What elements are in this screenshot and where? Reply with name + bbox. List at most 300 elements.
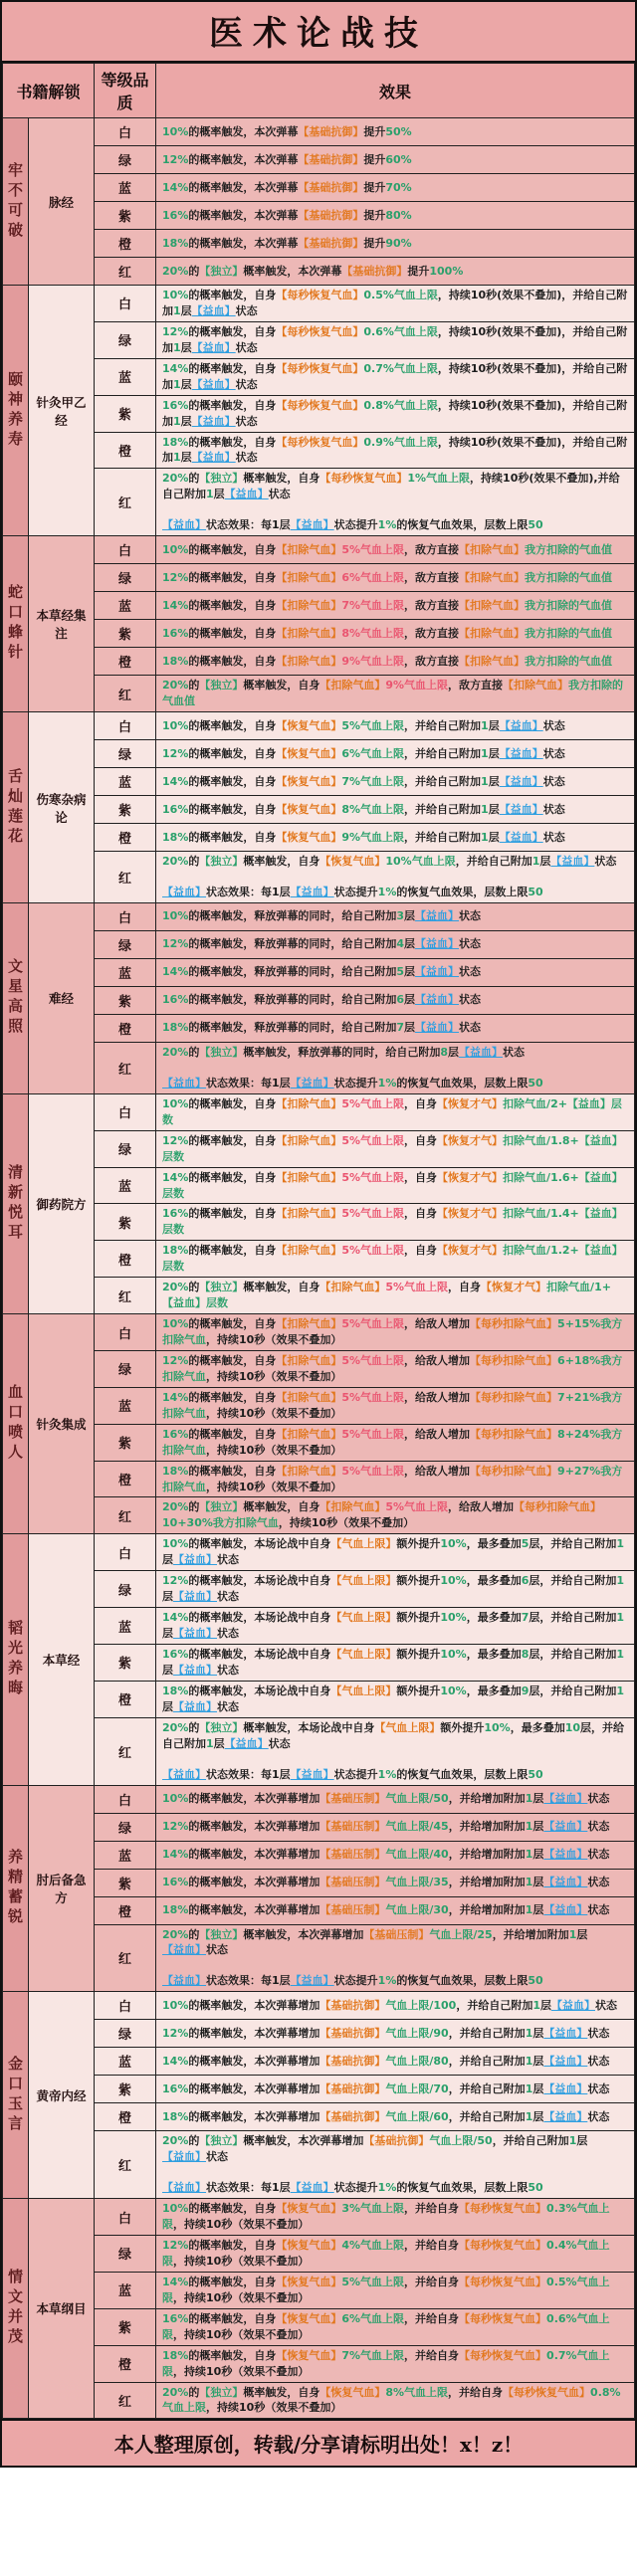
skill-row: [3, 2076, 635, 2103]
effect-text: 12%的概率触发，自身【每秒恢复气血】0.6%气血上限，持续10秒(效果不叠加)，并给自己附加1层【益血】状态: [162, 324, 628, 354]
header-row: [3, 64, 635, 118]
effect-cell: [156, 1350, 635, 1387]
header-book-unlock: 书籍解锁: [3, 64, 95, 118]
effect-text: 18%的概率触发，本次弹幕增加【基础压制】气血上限/30，并给增加附加1层【益血】状态: [162, 1903, 610, 1917]
effect-text: 12%的概率触发，本次弹幕【基础抗御】提升60%: [162, 152, 412, 166]
effect-cell: [156, 1497, 635, 1534]
skill-row: [3, 2199, 635, 2236]
effect-text: 14%的概率触发，本次弹幕增加【基础压制】气血上限/40，并给增加附加1层【益血】状态: [162, 1848, 610, 1862]
effect-cell: [156, 1813, 635, 1841]
effect-text: 12%的概率触发，本场论战中自身【气血上限】额外提升10%，最多叠加6层，并给自己附加1层【益血】状态: [162, 1574, 625, 1604]
skill-row: [3, 202, 635, 230]
quality-cell: 绿: [95, 2020, 156, 2048]
skill-row: [3, 986, 635, 1014]
effect-text: 12%的概率触发，自身【扣除气血】5%气血上限，自身【恢复才气】扣除气血/1.8+【益血】层数: [162, 1133, 623, 1163]
skill-name-cell: 情文并茂: [3, 2199, 29, 2419]
quality-cell: 红: [95, 1924, 156, 1992]
effect-text: 20%的【独立】概率触发，自身【扣除气血】5%气血上限，给敌人增加【每秒扣除气血】10+30%我方扣除气血，持续10秒（效果不叠加）: [162, 1500, 602, 1530]
skill-row: [3, 286, 635, 322]
skill-name-cell: 清新悦耳: [3, 1093, 29, 1313]
page-title: 医术论战技: [2, 2, 635, 63]
effect-text: 16%的概率触发，自身【恢复气血】8%气血上限，并给自己附加1层【益血】状态: [162, 802, 565, 816]
skill-row: [3, 1785, 635, 1813]
effect-cell: [156, 286, 635, 322]
skill-row: [3, 1924, 635, 1992]
effect-cell: [156, 2345, 635, 2382]
skill-row: [3, 1167, 635, 1204]
effect-text: 16%的概率触发，本次弹幕增加【基础压制】气血上限/35，并给增加附加1层【益血】状态: [162, 1876, 610, 1889]
quality-cell: 紫: [95, 2076, 156, 2103]
skill-row: [3, 1644, 635, 1681]
effect-text: 18%的概率触发，自身【扣除气血】5%气血上限，自身【恢复才气】扣除气血/1.2+【益血】层数: [162, 1244, 623, 1274]
effect-cell: [156, 824, 635, 852]
effect-text: 20%的【独立】概率触发，自身【扣除气血】9%气血上限，敌方直接【扣除气血】我方扣除的气血值: [162, 679, 624, 708]
quality-cell: 绿: [95, 740, 156, 768]
skill-name-cell: 牢不可破: [3, 118, 29, 286]
quality-cell: 红: [95, 1497, 156, 1534]
skill-row: [3, 146, 635, 174]
effect-text: 20%的【独立】概率触发，自身【扣除气血】5%气血上限，自身【恢复才气】扣除气血/1+【益血】层数: [162, 1281, 611, 1310]
skill-row: [3, 469, 635, 536]
effect-cell: [156, 676, 635, 712]
skill-row: [3, 592, 635, 620]
effect-cell: [156, 1785, 635, 1813]
quality-cell: 蓝: [95, 1608, 156, 1645]
effect-cell: [156, 2020, 635, 2048]
quality-cell: 绿: [95, 1813, 156, 1841]
effect-text: 16%的概率触发，自身【每秒恢复气血】0.8%气血上限，持续10秒(效果不叠加)，并给自己附加1层【益血】状态: [162, 398, 628, 428]
quality-cell: 红: [95, 1278, 156, 1314]
skill-row: [3, 564, 635, 592]
skill-row: [3, 2236, 635, 2273]
skill-row: [3, 796, 635, 824]
effect-cell: [156, 740, 635, 768]
effect-cell: [156, 1461, 635, 1497]
effect-cell: [156, 1681, 635, 1717]
skill-row: [3, 2048, 635, 2076]
effect-cell: [156, 1278, 635, 1314]
skill-row: [3, 174, 635, 202]
effect-cell: [156, 958, 635, 986]
skill-name-cell: 血口喷人: [3, 1314, 29, 1534]
book-cell: 针灸集成: [29, 1314, 95, 1534]
effect-text: 12%的概率触发，本次弹幕增加【基础压制】气血上限/45，并给增加附加1层【益血】状态: [162, 1820, 610, 1834]
effect-text: 18%的概率触发，自身【扣除气血】5%气血上限，给敌人增加【每秒扣除气血】9+27%我方扣除气血，持续10秒（效果不叠加）: [162, 1464, 623, 1493]
effect-cell: [156, 1042, 635, 1093]
quality-cell: 橙: [95, 648, 156, 676]
effect-text: 10%的概率触发，本次弹幕增加【基础压制】气血上限/50，并给增加附加1层【益血】状态: [162, 1792, 610, 1806]
skill-row: [3, 648, 635, 676]
effect-text: 10%的概率触发，自身【每秒恢复气血】0.5%气血上限，持续10秒(效果不叠加)，并给自己附加1层【益血】状态: [162, 289, 628, 317]
effect-text: 16%的概率触发，自身【扣除气血】8%气血上限，敌方直接【扣除气血】我方扣除的气血值: [162, 626, 613, 640]
effect-text: 20%的【独立】概率触发，释放弹幕的同时，给自己附加8层【益血】状态: [162, 1045, 526, 1059]
effect-text: 14%的概率触发，本次弹幕增加【基础抗御】气血上限/80，并给自己附加1层【益血】状态: [162, 2054, 610, 2068]
effect-cell: [156, 202, 635, 230]
quality-cell: 绿: [95, 2236, 156, 2273]
effect-cell: [156, 1644, 635, 1681]
quality-cell: 红: [95, 2382, 156, 2419]
effect-cell: [156, 2272, 635, 2308]
effect-text: 10%的概率触发，自身【扣除气血】5%气血上限，给敌人增加【每秒扣除气血】5+15%我方扣除气血，持续10秒（效果不叠加）: [162, 1317, 623, 1346]
quality-cell: 白: [95, 1785, 156, 1813]
skill-row: [3, 1350, 635, 1387]
skill-row: [3, 676, 635, 712]
effect-cell: [156, 564, 635, 592]
quality-cell: 紫: [95, 202, 156, 230]
quality-cell: 紫: [95, 1869, 156, 1896]
skill-row: [3, 740, 635, 768]
effect-text: 14%的概率触发，本次弹幕【基础抗御】提升70%: [162, 180, 412, 194]
skill-row: [3, 2308, 635, 2345]
quality-cell: 白: [95, 1093, 156, 1130]
skill-row: [3, 1314, 635, 1351]
quality-cell: 蓝: [95, 592, 156, 620]
skill-name-cell: 颐神养寿: [3, 286, 29, 536]
quality-cell: 白: [95, 712, 156, 740]
effect-cell: [156, 1534, 635, 1571]
book-cell: 针灸甲乙经: [29, 286, 95, 536]
quality-cell: 绿: [95, 321, 156, 358]
book-cell: 难经: [29, 902, 95, 1093]
skill-row: [3, 395, 635, 432]
skill-row: [3, 1278, 635, 1314]
effect-text: 18%的概率触发，本次弹幕增加【基础抗御】气血上限/60，并给自己附加1层【益血】状态: [162, 2109, 610, 2123]
skill-name-cell: 金口玉言: [3, 1992, 29, 2199]
skill-row: [3, 1461, 635, 1497]
skill-row: [3, 1241, 635, 1278]
effect-text: 10%的概率触发，自身【扣除气血】5%气血上限，自身【恢复才气】扣除气血/2+【益血】层数: [162, 1096, 622, 1126]
header-effect: 效果: [156, 64, 635, 118]
effect-cell: [156, 2382, 635, 2419]
effect-cell: [156, 2199, 635, 2236]
effect-cell: [156, 1204, 635, 1241]
skill-row: [3, 2345, 635, 2382]
effect-text: 18%的概率触发，本场论战中自身【气血上限】额外提升10%，最多叠加9层，并给自己附加1层【益血】状态: [162, 1684, 625, 1713]
skill-row: [3, 1841, 635, 1869]
skill-row: [3, 358, 635, 395]
skill-row: [3, 2020, 635, 2048]
quality-cell: 白: [95, 2199, 156, 2236]
quality-cell: 绿: [95, 1571, 156, 1608]
book-cell: 本草经: [29, 1534, 95, 1785]
quality-cell: 白: [95, 118, 156, 146]
skill-row: [3, 1130, 635, 1167]
quality-cell: 橙: [95, 2345, 156, 2382]
skill-row: [3, 258, 635, 286]
book-cell: 肘后备急方: [29, 1785, 95, 1992]
skill-row: [3, 1681, 635, 1717]
effect-cell: [156, 1841, 635, 1869]
quality-cell: 红: [95, 258, 156, 286]
quality-cell: 橙: [95, 1896, 156, 1924]
effect-text: 10%的概率触发，自身【恢复气血】3%气血上限，并给自身【每秒恢复气血】0.3%气血上限，持续10秒（效果不叠加）: [162, 2202, 610, 2232]
effect-cell: [156, 1167, 635, 1204]
effect-cell: [156, 712, 635, 740]
book-cell: 本草经集注: [29, 536, 95, 712]
skill-row: [3, 824, 635, 852]
effect-text: 14%的概率触发，自身【每秒恢复气血】0.7%气血上限，持续10秒(效果不叠加)，并给自己附加1层【益血】状态: [162, 361, 628, 391]
effect-cell: [156, 930, 635, 958]
quality-cell: 蓝: [95, 2272, 156, 2308]
effect-text: 20%的【独立】概率触发，自身【恢复气血】10%气血上限，并给自己附加1层【益血】状态: [162, 855, 617, 869]
quality-cell: 紫: [95, 796, 156, 824]
effect-cell: [156, 469, 635, 536]
effect-cell: [156, 768, 635, 796]
quality-cell: 紫: [95, 2308, 156, 2345]
effect-text: 18%的概率触发，自身【每秒恢复气血】0.9%气血上限，持续10秒(效果不叠加)，并给自己附加1层【益血】状态: [162, 435, 628, 465]
effect-text: 14%的概率触发，自身【扣除气血】7%气血上限，敌方直接【扣除气血】我方扣除的气血值: [162, 598, 613, 612]
effect-cell: [156, 1093, 635, 1130]
quality-cell: 白: [95, 1992, 156, 2020]
effect-text: 14%的概率触发，自身【扣除气血】5%气血上限，给敌人增加【每秒扣除气血】7+21%我方扣除气血，持续10秒（效果不叠加）: [162, 1390, 623, 1420]
effect-text: 16%的概率触发，释放弹幕的同时，给自己附加6层【益血】状态: [162, 993, 482, 1007]
effect-cell: [156, 2103, 635, 2131]
effect-text: 16%的概率触发，本次弹幕增加【基础抗御】气血上限/70，并给自己附加1层【益血】状态: [162, 2081, 610, 2095]
effect-cell: [156, 1387, 635, 1424]
effect-text: 20%的【独立】概率触发，本次弹幕增加【基础抗御】气血上限/50，并给自己附加1层【益血】状态: [162, 2134, 588, 2164]
effect-text: 16%的概率触发，自身【扣除气血】5%气血上限，自身【恢复才气】扣除气血/1.4+【益血】层数: [162, 1207, 623, 1237]
effect-text: 12%的概率触发，自身【恢复气血】4%气血上限，并给自身【每秒恢复气血】0.4%气血上限，持续10秒（效果不叠加）: [162, 2239, 610, 2268]
effect-cell: [156, 1424, 635, 1461]
quality-cell: 橙: [95, 230, 156, 258]
effect-text: 20%的【独立】概率触发，本次弹幕【基础抗御】提升100%: [162, 264, 464, 278]
effect-text: 20%的【独立】概率触发，自身【恢复气血】8%气血上限，并给自身【每秒恢复气血】0.8%气血上限，持续10秒（效果不叠加）: [162, 2385, 621, 2415]
effect-cell: [156, 902, 635, 930]
effect-cell: [156, 1571, 635, 1608]
quality-cell: 红: [95, 676, 156, 712]
effect-cell: [156, 1869, 635, 1896]
effect-cell: [156, 1314, 635, 1351]
effect-cell: [156, 1014, 635, 1042]
book-cell: 伤寒杂病论: [29, 712, 95, 903]
skill-row: [3, 902, 635, 930]
effect-text: 10%的概率触发，本场论战中自身【气血上限】额外提升10%，最多叠加5层，并给自己附加1层【益血】状态: [162, 1537, 625, 1567]
skill-row: [3, 230, 635, 258]
quality-cell: 橙: [95, 432, 156, 469]
effect-cell: [156, 1130, 635, 1167]
effect-cell: [156, 1992, 635, 2020]
effect-cell: [156, 536, 635, 564]
book-cell: 黄帝内经: [29, 1992, 95, 2199]
quality-cell: 绿: [95, 564, 156, 592]
quality-cell: 蓝: [95, 2048, 156, 2076]
book-cell: 本草纲目: [29, 2199, 95, 2419]
skill-row: [3, 958, 635, 986]
effect-text: 10%的概率触发，释放弹幕的同时，给自己附加3层【益血】状态: [162, 909, 482, 923]
effect-cell: [156, 118, 635, 146]
quality-cell: 白: [95, 1534, 156, 1571]
effect-cell: [156, 321, 635, 358]
effect-cell: [156, 648, 635, 676]
effect-cell: [156, 1924, 635, 1992]
effect-cell: [156, 146, 635, 174]
quality-cell: 红: [95, 852, 156, 903]
effect-text: 20%的【独立】概率触发，本场论战中自身【气血上限】额外提升10%，最多叠加10层，并给自己附加1层【益血】状态: [162, 1720, 625, 1750]
skill-row: [3, 852, 635, 903]
skill-row: [3, 321, 635, 358]
quality-cell: 蓝: [95, 174, 156, 202]
effect-cell: [156, 2131, 635, 2199]
effect-text: 14%的概率触发，自身【恢复气血】5%气血上限，并给自身【每秒恢复气血】0.5%气血上限，持续10秒（效果不叠加）: [162, 2275, 610, 2304]
skill-row: [3, 1534, 635, 1571]
skill-row: [3, 2382, 635, 2419]
effect-cell: [156, 258, 635, 286]
effect-cell: [156, 620, 635, 648]
effect-text: 【益血】状态效果：每1层【益血】状态提升1%的恢复气血效果，层数上限50: [162, 1974, 543, 1988]
skill-row: [3, 1896, 635, 1924]
skill-row: [3, 1608, 635, 1645]
quality-cell: 橙: [95, 1014, 156, 1042]
skill-name-cell: 养精蓄锐: [3, 1785, 29, 1992]
effect-cell: [156, 230, 635, 258]
effect-cell: [156, 2236, 635, 2273]
quality-cell: 绿: [95, 146, 156, 174]
skill-row: [3, 118, 635, 146]
effect-text: 12%的概率触发，自身【扣除气血】5%气血上限，给敌人增加【每秒扣除气血】6+18%我方扣除气血，持续10秒（效果不叠加）: [162, 1353, 623, 1383]
effect-text: 18%的概率触发，自身【恢复气血】9%气血上限，并给自己附加1层【益血】状态: [162, 830, 565, 844]
effect-cell: [156, 395, 635, 432]
quality-cell: 蓝: [95, 768, 156, 796]
quality-cell: 紫: [95, 620, 156, 648]
effect-text: 12%的概率触发，自身【扣除气血】6%气血上限，敌方直接【扣除气血】我方扣除的气血值: [162, 570, 613, 584]
quality-cell: 蓝: [95, 1841, 156, 1869]
skill-name-cell: 韬光养晦: [3, 1534, 29, 1785]
effect-text: 16%的概率触发，本次弹幕【基础抗御】提升80%: [162, 208, 412, 222]
skill-row: [3, 930, 635, 958]
effect-text: 12%的概率触发，自身【恢复气血】6%气血上限，并给自己附加1层【益血】状态: [162, 746, 565, 760]
quality-cell: 紫: [95, 1424, 156, 1461]
header-quality: 等级品质: [95, 64, 156, 118]
quality-cell: 红: [95, 469, 156, 536]
effect-cell: [156, 1896, 635, 1924]
effect-text: 10%的概率触发，自身【扣除气血】5%气血上限，敌方直接【扣除气血】我方扣除的气血值: [162, 542, 613, 556]
skill-row: [3, 1571, 635, 1608]
effect-text: 16%的概率触发，本场论战中自身【气血上限】额外提升10%，最多叠加8层，并给自己附加1层【益血】状态: [162, 1647, 625, 1677]
book-cell: 脉经: [29, 118, 95, 286]
skill-row: [3, 1014, 635, 1042]
effect-text: 18%的概率触发，释放弹幕的同时，给自己附加7层【益血】状态: [162, 1021, 482, 1035]
quality-cell: 白: [95, 286, 156, 322]
quality-cell: 橙: [95, 2103, 156, 2131]
quality-cell: 红: [95, 1717, 156, 1785]
skill-row: [3, 712, 635, 740]
effect-text: 10%的概率触发，本次弹幕【基础抗御】提升50%: [162, 124, 412, 138]
effect-cell: [156, 174, 635, 202]
book-cell: 御药院方: [29, 1093, 95, 1313]
skill-row: [3, 1813, 635, 1841]
skills-table-body: [3, 118, 635, 2419]
quality-cell: 橙: [95, 824, 156, 852]
skill-row: [3, 620, 635, 648]
quality-cell: 绿: [95, 930, 156, 958]
effect-cell: [156, 1241, 635, 1278]
quality-cell: 蓝: [95, 1387, 156, 1424]
effect-text: 18%的概率触发，本次弹幕【基础抗御】提升90%: [162, 236, 412, 250]
skill-row: [3, 1387, 635, 1424]
quality-cell: 紫: [95, 1204, 156, 1241]
skill-name-cell: 文星高照: [3, 902, 29, 1093]
skill-row: [3, 1093, 635, 1130]
quality-cell: 紫: [95, 1644, 156, 1681]
effect-text: 【益血】状态效果：每1层【益血】状态提升1%的恢复气血效果，层数上限50: [162, 1076, 543, 1090]
effect-text: 18%的概率触发，自身【扣除气血】9%气血上限，敌方直接【扣除气血】我方扣除的气血值: [162, 654, 613, 668]
skill-row: [3, 1497, 635, 1534]
effect-text: 16%的概率触发，自身【扣除气血】5%气血上限，给敌人增加【每秒扣除气血】8+24%我方扣除气血，持续10秒（效果不叠加）: [162, 1427, 623, 1457]
quality-cell: 红: [95, 1042, 156, 1093]
skill-row: [3, 1204, 635, 1241]
effect-cell: [156, 852, 635, 903]
skill-row: [3, 2103, 635, 2131]
effect-cell: [156, 2076, 635, 2103]
effect-text: 12%的概率触发，释放弹幕的同时，给自己附加4层【益血】状态: [162, 937, 482, 951]
quality-cell: 橙: [95, 1461, 156, 1497]
quality-cell: 绿: [95, 1130, 156, 1167]
effect-cell: [156, 1608, 635, 1645]
quality-cell: 蓝: [95, 358, 156, 395]
quality-cell: 紫: [95, 395, 156, 432]
skill-row: [3, 432, 635, 469]
skill-row: [3, 536, 635, 564]
skill-row: [3, 1992, 635, 2020]
effect-text: 12%的概率触发，本次弹幕增加【基础抗御】气血上限/90，并给自己附加1层【益血】状态: [162, 2026, 610, 2040]
effect-cell: [156, 1717, 635, 1785]
effect-text: 14%的概率触发，本场论战中自身【气血上限】额外提升10%，最多叠加7层，并给自己附加1层【益血】状态: [162, 1611, 625, 1640]
effect-text: 【益血】状态效果：每1层【益血】状态提升1%的恢复气血效果，层数上限50: [162, 886, 543, 898]
skill-row: [3, 1717, 635, 1785]
effect-cell: [156, 796, 635, 824]
effect-text: 10%的概率触发，自身【恢复气血】5%气血上限，并给自己附加1层【益血】状态: [162, 718, 565, 732]
effect-cell: [156, 432, 635, 469]
effect-text: 【益血】状态效果：每1层【益血】状态提升1%的恢复气血效果，层数上限50: [162, 518, 543, 532]
quality-cell: 紫: [95, 986, 156, 1014]
quality-cell: 蓝: [95, 1167, 156, 1204]
skill-row: [3, 768, 635, 796]
effect-text: 14%的概率触发，自身【恢复气血】7%气血上限，并给自己附加1层【益血】状态: [162, 774, 565, 788]
skill-row: [3, 1424, 635, 1461]
skill-row: [3, 1042, 635, 1093]
skill-name-cell: 蛇口蜂针: [3, 536, 29, 712]
effect-cell: [156, 592, 635, 620]
skill-row: [3, 2131, 635, 2199]
effect-text: 14%的概率触发，自身【扣除气血】5%气血上限，自身【恢复才气】扣除气血/1.6+【益血】层数: [162, 1170, 623, 1200]
effect-text: 18%的概率触发，自身【恢复气血】7%气血上限，并给自身【每秒恢复气血】0.7%气血上限，持续10秒（效果不叠加）: [162, 2348, 610, 2378]
quality-cell: 橙: [95, 1681, 156, 1717]
effect-cell: [156, 2308, 635, 2345]
skills-table: [2, 63, 635, 2419]
quality-cell: 白: [95, 902, 156, 930]
effect-text: 【益血】状态效果：每1层【益血】状态提升1%的恢复气血效果，层数上限50: [162, 1767, 543, 1781]
quality-cell: 白: [95, 536, 156, 564]
quality-cell: 红: [95, 2131, 156, 2199]
quality-cell: 白: [95, 1314, 156, 1351]
skill-row: [3, 2272, 635, 2308]
effect-cell: [156, 2048, 635, 2076]
quality-cell: 蓝: [95, 958, 156, 986]
effect-cell: [156, 986, 635, 1014]
effect-text: 14%的概率触发，释放弹幕的同时，给自己附加5层【益血】状态: [162, 965, 482, 979]
skill-name-cell: 舌灿莲花: [3, 712, 29, 903]
quality-cell: 绿: [95, 1350, 156, 1387]
effect-text: 20%的【独立】概率触发，自身【每秒恢复气血】1%气血上限，持续10秒(效果不叠加),并给自己附加1层【益血】状态: [162, 472, 620, 501]
effect-text: 20%的【独立】概率触发，本次弹幕增加【基础压制】气血上限/25，并给增加附加1层【益血】状态: [162, 1927, 588, 1957]
effect-cell: [156, 358, 635, 395]
quality-cell: 橙: [95, 1241, 156, 1278]
footer-note: 本人整理原创，转载/分享请标明出处！x！z！: [2, 2419, 635, 2466]
effect-text: 16%的概率触发，自身【恢复气血】6%气血上限，并给自身【每秒恢复气血】0.6%气血上限，持续10秒（效果不叠加）: [162, 2311, 610, 2341]
effect-text: 10%的概率触发，本次弹幕增加【基础抗御】气血上限/100，并给自己附加1层【益血】状态: [162, 1998, 617, 2012]
skill-row: [3, 1869, 635, 1896]
effect-text: 【益血】状态效果：每1层【益血】状态提升1%的恢复气血效果，层数上限50: [162, 2181, 543, 2195]
